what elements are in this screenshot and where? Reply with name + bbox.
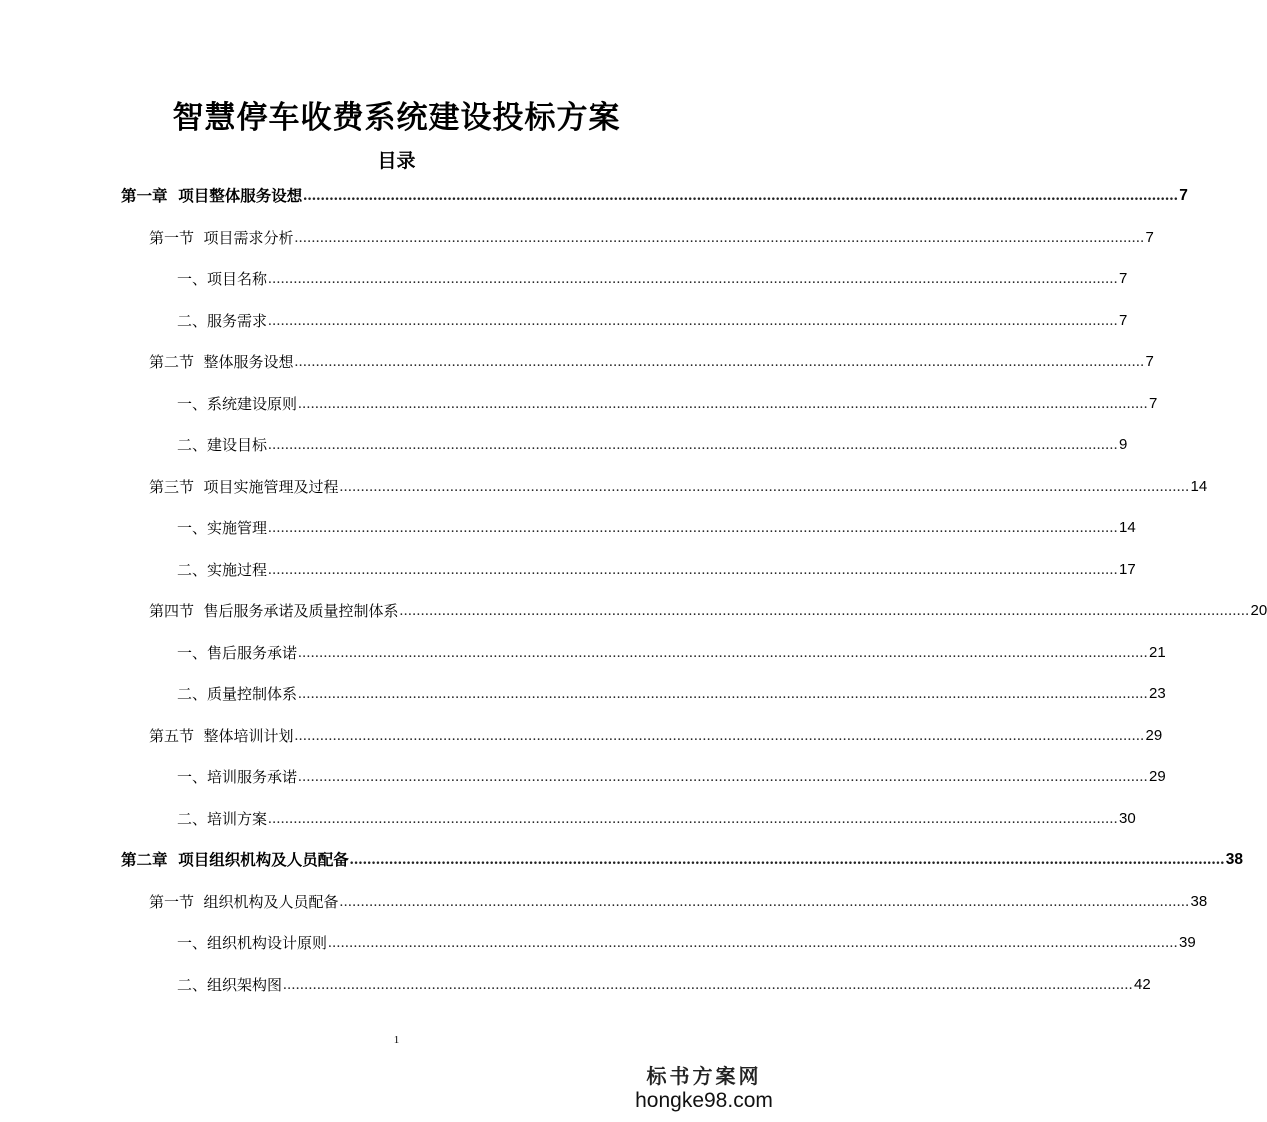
toc-entry-page: 7 [1149, 394, 1158, 412]
toc-leader-dots: ........................................................................................................................................................................................................ [339, 478, 1190, 495]
toc-entry-label: 二、服务需求 [177, 311, 268, 330]
toc-entry-page: 7 [1119, 270, 1128, 287]
toc-leader-dots: ........................................................................................................................................................................................................ [399, 603, 1250, 619]
toc-entry[interactable] [177, 639, 1166, 663]
toc-entry-label: 一、项目名称 [177, 270, 268, 288]
toc-leader-dots: ........................................................................................................................................................................................................ [268, 561, 1119, 578]
toc-entry[interactable] [177, 556, 1136, 580]
toc-leader-dots: ........................................................................................................................................................................................................ [268, 312, 1119, 329]
document-title: 智慧停车收费系统建设投标方案 [172, 100, 621, 136]
toc-entry-page: 21 [1149, 643, 1166, 661]
toc-entry-label: 一、培训服务承诺 [177, 768, 298, 786]
toc-entry-page: 7 [1145, 228, 1154, 246]
toc-entry-page: 23 [1149, 685, 1166, 702]
toc-entry-page: 7 [1179, 187, 1188, 204]
toc-entry[interactable] [177, 971, 1151, 995]
toc-entry[interactable] [177, 390, 1158, 414]
watermark-site-name: 标书方案网 [646, 1064, 762, 1088]
toc-entry[interactable] [149, 473, 1208, 497]
toc-entry[interactable] [177, 763, 1166, 787]
toc-entry[interactable] [177, 431, 1128, 455]
toc-entry-page: 7 [1145, 353, 1154, 370]
toc-entry[interactable] [149, 888, 1208, 912]
toc-leader-dots: ........................................................................................................................................................................................................ [298, 644, 1149, 661]
toc-leader-dots: ........................................................................................................................................................................................................ [268, 810, 1119, 827]
toc-entry[interactable] [149, 348, 1154, 372]
toc-entry-page: 20 [1250, 602, 1267, 619]
toc-entry[interactable] [121, 182, 1188, 206]
toc-entry-label: 二、质量控制体系 [177, 685, 298, 703]
toc-entry-label: 第二章 项目组织机构及人员配备 [121, 851, 349, 869]
toc-entry-page: 29 [1149, 768, 1166, 785]
toc-entry-label: 二、建设目标 [177, 436, 268, 454]
toc-entry-label: 一、系统建设原则 [177, 394, 298, 413]
toc-leader-dots: ........................................................................................................................................................................................................ [298, 686, 1149, 702]
toc-entry-page: 42 [1134, 975, 1151, 993]
toc-entry-page: 29 [1145, 726, 1163, 744]
toc-entry-label: 第三节 项目实施管理及过程 [149, 477, 339, 496]
toc-entry[interactable] [177, 514, 1136, 538]
toc-leader-dots: ........................................................................................................................................................................................................ [328, 935, 1179, 951]
page-number: 1 [393, 1034, 400, 1046]
toc-entry-page: 30 [1119, 809, 1136, 827]
toc-leader-dots: ........................................................................................................................................................................................................ [298, 395, 1149, 412]
toc-leader-dots: ........................................................................................................................................................................................................ [298, 769, 1149, 785]
toc-entry-page: 14 [1119, 519, 1136, 536]
toc-leader-dots: ........................................................................................................................................................................................................ [294, 354, 1145, 370]
toc-entry-label: 一、实施管理 [177, 519, 268, 537]
toc-leader-dots: ........................................................................................................................................................................................................ [294, 229, 1145, 246]
toc-entry[interactable] [149, 597, 1267, 621]
toc-leader-dots: ........................................................................................................................................................................................................ [349, 851, 1225, 868]
toc-entry[interactable] [177, 929, 1196, 953]
toc-leader-dots: ........................................................................................................................................................................................................ [339, 893, 1190, 910]
toc-heading: 目录 [377, 150, 416, 172]
watermark-url: hongke98.com [635, 1089, 773, 1112]
toc-leader-dots: ........................................................................................................................................................................................................ [268, 520, 1119, 536]
toc-entry-label: 第五节 整体培训计划 [149, 726, 294, 745]
toc-leader-dots: ........................................................................................................................................................................................................ [303, 187, 1179, 204]
toc-entry[interactable] [177, 307, 1128, 331]
toc-entry-label: 第一节 组织机构及人员配备 [149, 892, 339, 911]
toc-entry-label: 一、组织机构设计原则 [177, 934, 328, 952]
toc-entry-label: 第四节 售后服务承诺及质量控制体系 [149, 602, 399, 620]
toc-entry-label: 二、组织架构图 [177, 975, 283, 994]
toc-entry-label: 二、实施过程 [177, 560, 268, 579]
watermark [629, 1064, 779, 1114]
toc-entry-label: 第一节 项目需求分析 [149, 228, 294, 247]
toc-entry[interactable] [177, 265, 1128, 289]
toc-entry-label: 一、售后服务承诺 [177, 643, 298, 662]
toc-entry[interactable] [121, 846, 1244, 870]
toc-entry-page: 38 [1190, 892, 1208, 910]
toc-entry-label: 第一章 项目整体服务设想 [121, 187, 303, 205]
toc-entry[interactable] [149, 722, 1163, 746]
toc-entry-label: 第二节 整体服务设想 [149, 353, 294, 371]
toc-leader-dots: ........................................................................................................................................................................................................ [283, 976, 1134, 993]
toc-entry[interactable] [177, 680, 1166, 704]
toc-leader-dots: ........................................................................................................................................................................................................ [294, 727, 1145, 744]
toc-entry-page: 17 [1119, 560, 1136, 578]
toc-entry-label: 二、培训方案 [177, 809, 268, 828]
toc-leader-dots: ........................................................................................................................................................................................................ [268, 271, 1119, 287]
toc-entry-page: 38 [1225, 851, 1244, 868]
toc-entry-page: 39 [1179, 934, 1196, 951]
toc-leader-dots: ........................................................................................................................................................................................................ [268, 437, 1119, 453]
toc-entry[interactable] [149, 224, 1154, 248]
toc-entry-page: 9 [1119, 436, 1128, 453]
toc-entry-page: 7 [1119, 311, 1128, 329]
toc-entry[interactable] [177, 805, 1136, 829]
toc-entry-page: 14 [1190, 477, 1208, 495]
